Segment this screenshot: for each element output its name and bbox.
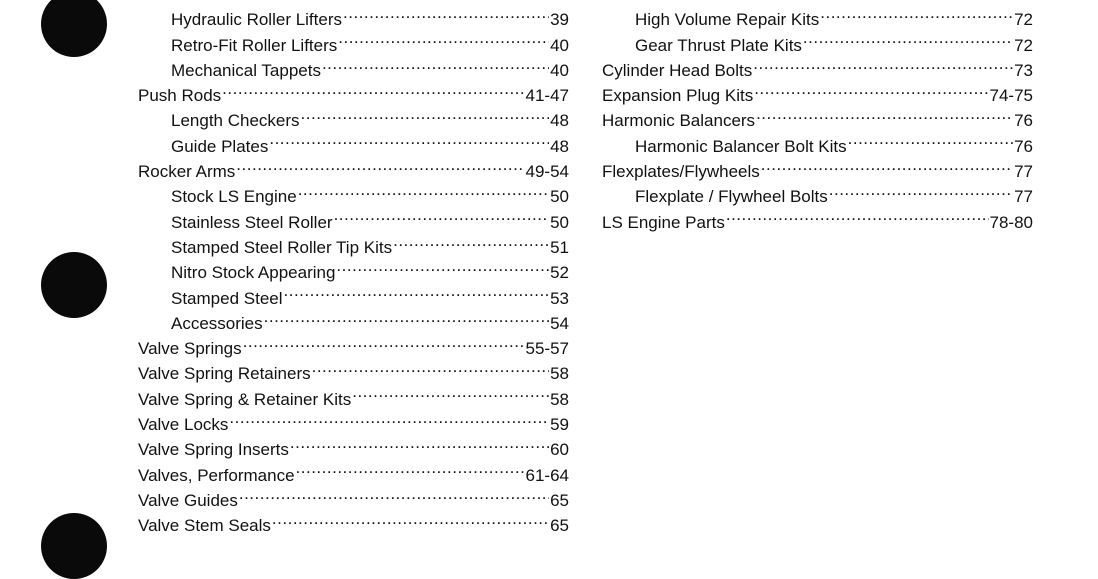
toc-entry-label: Mechanical Tappets (171, 60, 321, 80)
dot-leader (312, 354, 549, 379)
dot-leader (236, 152, 524, 177)
dot-leader (756, 101, 1013, 126)
toc-entry-high-volume-repair-kits[interactable] (602, 0, 1033, 30)
toc-entry-label: Harmonic Balancers (602, 111, 756, 131)
toc-column-right (602, 0, 1033, 232)
toc-entry-label: Hydraulic Roller Lifters (171, 10, 342, 30)
toc-entry-label: Stamped Steel (171, 288, 283, 308)
toc-entry-page: 77 (1014, 187, 1033, 207)
dot-leader (393, 228, 549, 253)
dot-leader (829, 177, 1013, 202)
dot-leader (761, 152, 1013, 177)
toc-entry-label: Valve Locks (138, 415, 229, 435)
toc-entry-label: Valve Stem Seals (138, 516, 271, 536)
dot-leader (284, 278, 550, 303)
toc-entry-page: 41-47 (525, 86, 569, 106)
toc-entry-page: 40 (550, 35, 569, 55)
toc-entry-page: 55-57 (525, 339, 569, 359)
toc-entry-page: 58 (550, 364, 569, 384)
toc-entry-page: 60 (550, 440, 569, 460)
dot-leader (753, 51, 1013, 76)
toc-entry-label: Valves, Performance (138, 465, 295, 485)
toc-entry-label: Valve Springs (138, 339, 242, 359)
toc-entry-page: 78-80 (989, 212, 1033, 232)
toc-entry-label: Valve Spring Inserts (138, 440, 289, 460)
dot-leader (352, 379, 549, 404)
toc-entry-page: 50 (550, 212, 569, 232)
dot-leader (290, 430, 549, 455)
dot-leader (803, 25, 1013, 50)
dot-leader (338, 25, 549, 50)
toc-entry-page: 49-54 (525, 162, 569, 182)
binder-hole-top (41, 0, 107, 57)
toc-entry-page: 54 (550, 313, 569, 333)
dot-leader (336, 253, 549, 278)
toc-entry-page: 65 (550, 490, 569, 510)
dot-leader (343, 0, 549, 25)
toc-entry-page: 59 (550, 415, 569, 435)
dot-leader (848, 126, 1013, 151)
toc-entry-label: Length Checkers (171, 111, 300, 131)
toc-entry-label: Retro-Fit Roller Lifters (171, 35, 338, 55)
toc-entry-label: Stamped Steel Roller Tip Kits (171, 237, 393, 257)
dot-leader (334, 202, 550, 227)
dot-leader (229, 405, 549, 430)
dot-leader (222, 76, 524, 101)
toc-entry-page: 53 (550, 288, 569, 308)
dot-leader (243, 329, 525, 354)
toc-entry-label: Expansion Plug Kits (602, 86, 754, 106)
toc-entry-label: Valve Guides (138, 490, 238, 510)
toc-entry-label: Stock LS Engine (171, 187, 297, 207)
toc-entry-label: Nitro Stock Appearing (171, 263, 336, 283)
toc-entry-label: Cylinder Head Bolts (602, 60, 753, 80)
toc-entry-page: 40 (550, 60, 569, 80)
toc-entry-page: 77 (1014, 162, 1033, 182)
binder-hole-middle (41, 252, 107, 318)
toc-entry-page: 48 (550, 136, 569, 156)
toc-entry-page: 50 (550, 187, 569, 207)
dot-leader (269, 126, 549, 151)
toc-entry-page: 73 (1014, 60, 1033, 80)
toc-entry-label: Valve Spring & Retainer Kits (138, 389, 352, 409)
toc-entry-page: 72 (1014, 35, 1033, 55)
dot-leader (754, 76, 988, 101)
toc-entry-page: 51 (550, 237, 569, 257)
toc-entry-label: Guide Plates (171, 136, 269, 156)
toc-entry-page: 48 (550, 111, 569, 131)
toc-entry-label: Stainless Steel Roller (171, 212, 333, 232)
toc-column-left (138, 0, 569, 536)
toc-entry-page: 58 (550, 389, 569, 409)
dot-leader (726, 202, 989, 227)
dot-leader (296, 455, 525, 480)
toc-entry-page: 74-75 (989, 86, 1033, 106)
toc-entry-label: Gear Thrust Plate Kits (635, 35, 802, 55)
dot-leader (298, 177, 549, 202)
toc-entry-page: 72 (1014, 10, 1033, 30)
toc-entry-label: High Volume Repair Kits (635, 10, 820, 30)
toc-entry-label: Rocker Arms (138, 162, 236, 182)
toc-entry-label: Flexplate / Flywheel Bolts (635, 187, 828, 207)
toc-entry-page: 61-64 (525, 465, 569, 485)
toc-entry-label: Valve Spring Retainers (138, 364, 311, 384)
dot-leader (301, 101, 550, 126)
dot-leader (239, 481, 549, 506)
dot-leader (272, 506, 549, 531)
toc-entry-page: 76 (1014, 111, 1033, 131)
toc-entry-page: 65 (550, 516, 569, 536)
toc-entry-label: Harmonic Balancer Bolt Kits (635, 136, 847, 156)
toc-entry-label: Push Rods (138, 86, 222, 106)
dot-leader (264, 304, 549, 329)
dot-leader (322, 51, 549, 76)
toc-entry-label: Flexplates/Flywheels (602, 162, 760, 182)
toc-entry-page: 52 (550, 263, 569, 283)
toc-entry-label: LS Engine Parts (602, 212, 725, 232)
binder-hole-bottom (41, 513, 107, 579)
dot-leader (820, 0, 1013, 25)
toc-entry-page: 76 (1014, 136, 1033, 156)
toc-entry-label: Accessories (171, 313, 263, 333)
toc-entry-page: 39 (550, 10, 569, 30)
toc-entry-hydraulic-roller-lifters[interactable] (138, 0, 569, 30)
